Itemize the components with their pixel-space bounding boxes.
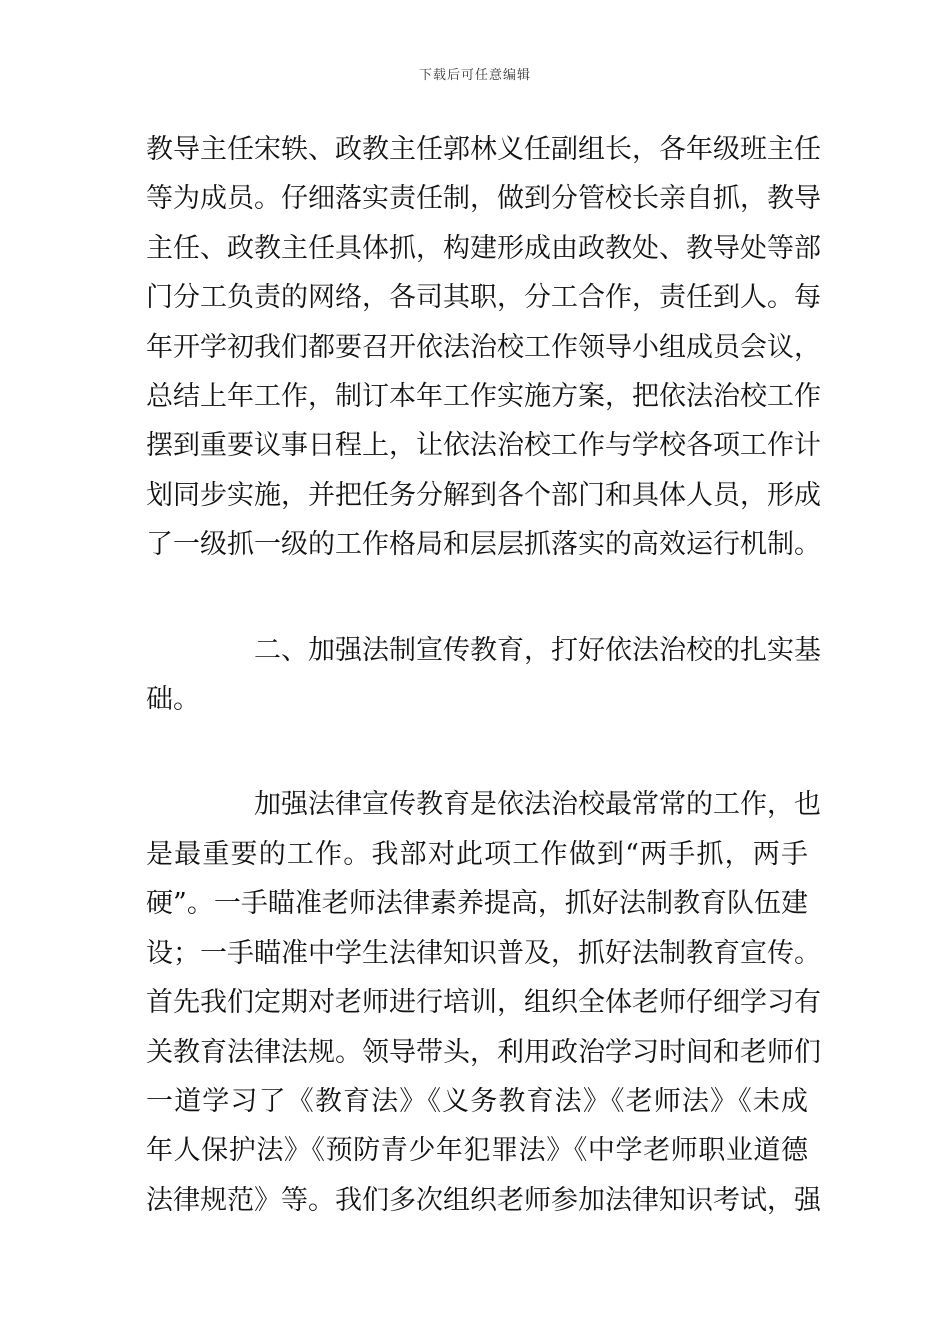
- text-line: 设；一手瞄准中学生法律知识普及，抓好法制教育宣传。: [146, 937, 821, 969]
- text-line: 教导主任宋轶、政教主任郭林义任副组长，各年级班主任: [146, 134, 821, 165]
- text-line: 是最重要的工作。我部对此项工作做到“两手抓，两手: [146, 838, 808, 870]
- text-line: 加强法律宣传教育是依法治校最常常的工作，也: [254, 789, 821, 821]
- heading-line: 础。: [146, 684, 200, 716]
- paragraph-responsibility: [146, 125, 821, 570]
- text-line: 硬”。一手瞄准老师法律素养提高，抓好法制教育队伍建: [146, 888, 808, 920]
- text-line: 年人保护法》《预防青少年犯罪法》《中学老师职业道德: [146, 1135, 808, 1167]
- section-heading-two: [146, 626, 821, 725]
- text-line: 总结上年工作，制订本年工作实施方案，把依法治校工作: [146, 381, 821, 413]
- text-line: 划同步实施，并把任务分解到各个部门和具体人员，形成: [146, 479, 821, 511]
- page-header: 下载后可任意编辑: [418, 68, 531, 83]
- text-line: 法律规范》等。我们多次组织老师参加法律知识考试，强: [146, 1184, 821, 1216]
- text-line: 一道学习了《教育法》《义务教育法》《老师法》《未成: [146, 1085, 808, 1117]
- heading-line: 二、加强法制宣传教育，打好依法治校的扎实基: [254, 634, 821, 666]
- text-line: 年开学初我们都要召开依法治校工作领导小组成员会议，: [146, 331, 821, 363]
- text-line: 关教育法律法规。领导带头，利用政治学习时间和老师们: [146, 1036, 821, 1068]
- text-line: 了一级抓一级的工作格局和层层抓落实的高效运行机制。: [146, 529, 821, 561]
- text-line: 门分工负责的网络，各司其职，分工合作，责任到人。每: [146, 282, 821, 314]
- text-line: 主任、政教主任具体抓，构建形成由政教处、教导处等部: [146, 232, 821, 264]
- paragraph-legal-education: [146, 780, 821, 1225]
- paragraph-gap: [146, 724, 808, 780]
- document-body: [146, 125, 821, 1225]
- text-line: 等为成员。仔细落实责任制，做到分管校长亲自抓，教导: [146, 183, 821, 215]
- text-line: 摆到重要议事日程上，让依法治校工作与学校各项工作计: [146, 430, 821, 462]
- text-line: 首先我们定期对老师进行培训，组织全体老师仔细学习有: [146, 987, 821, 1019]
- paragraph-gap: [146, 570, 808, 626]
